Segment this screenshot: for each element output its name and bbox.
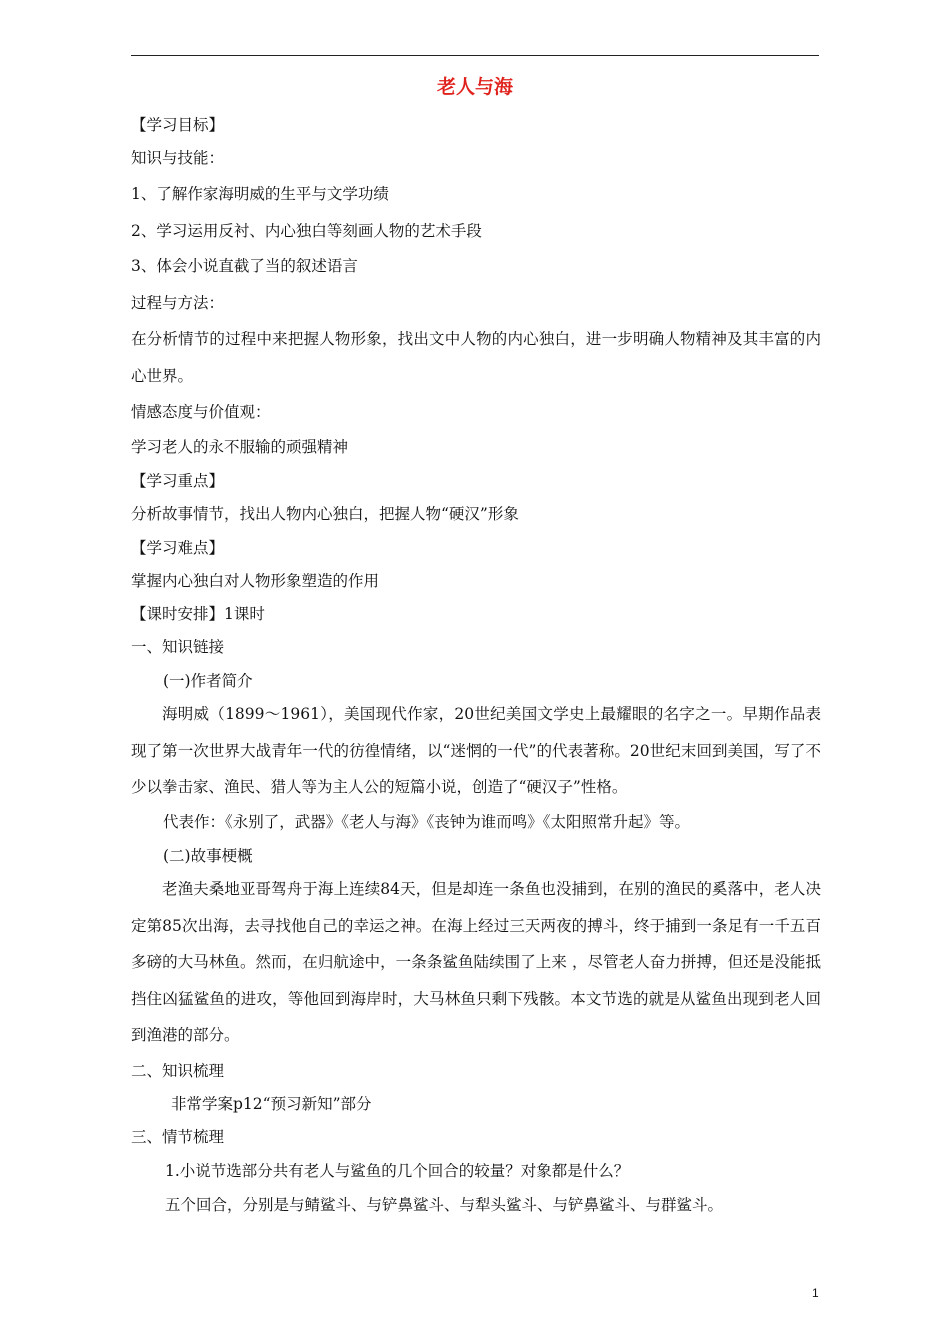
goal-item: 3、体会小说直截了当的叙述语言 <box>131 257 358 275</box>
author-subheading: (一)作者简介 <box>163 672 253 690</box>
section3-heading: 三、情节梳理 <box>131 1128 225 1146</box>
works-text: 代表作：《永别了，武器》《老人与海》《丧钟为谁而鸣》《太阳照常升起》等。 <box>163 813 691 831</box>
difficulty-text: 掌握内心独白对人物形象塑造的作用 <box>131 572 380 590</box>
goals-heading: 【学习目标】 <box>131 116 225 134</box>
page-number: 1 <box>812 1286 819 1300</box>
author-text: 海明威（1899～1961），美国现代作家，20世纪美国文学史上最耀眼的名字之一。早期作品表现了第一次世界大战青年一代的彷徨情绪，以“迷惘的一代”的代表著称。20世纪末回到美国，写了不少以拳击家、渔民、猎人等为主人公的短篇小说，创造了“硬汉子”性格。 <box>131 705 821 796</box>
key-text: 分析故事情节，找出人物内心独白，把握人物“硬汉”形象 <box>131 505 519 523</box>
difficulty-heading: 【学习难点】 <box>131 539 225 557</box>
page-title: 老人与海 <box>436 76 513 98</box>
story-subheading: (二)故事梗概 <box>163 847 253 865</box>
process-label: 过程与方法： <box>131 294 225 312</box>
goal-item: 2、学习运用反衬、内心独白等刻画人物的艺术手段 <box>131 222 482 240</box>
schedule: 【课时安排】1课时 <box>131 605 265 623</box>
process-text: 在分析情节的过程中来把握人物形象，找出文中人物的内心独白，进一步明确人物精神及其丰富的内心世界。 <box>131 330 821 385</box>
section2-text: 非常学案p12“预习新知”部分 <box>171 1095 372 1113</box>
header-rule <box>131 55 819 56</box>
plot-question: 1.小说节选部分共有老人与鲨鱼的几个回合的较量？对象都是什么？ <box>165 1162 630 1180</box>
story-text: 老渔夫桑地亚哥驾舟于海上连续84天，但是却连一条鱼也没捕到，在别的渔民的奚落中，老人决定第85次出海，去寻找他自己的幸运之神。在海上经过三天两夜的搏斗，终于捕到一条足有一千五百多磅的大马林鱼。然而，在归航途中，一条条鲨鱼陆续围了上来 ，尽管老人奋力拼搏，但还是没能抵挡住凶猛鲨鱼的进攻，等他回到海岸时，大马林鱼只剩下残骸。本文节选的就是从鲨鱼出现到老人回到渔港的部分。 <box>131 880 821 1044</box>
section1-heading: 一、知识链接 <box>131 638 225 656</box>
emotion-text: 学习老人的永不服输的顽强精神 <box>131 438 349 456</box>
knowledge-label: 知识与技能： <box>131 149 225 167</box>
section2-heading: 二、知识梳理 <box>131 1062 225 1080</box>
key-heading: 【学习重点】 <box>131 472 225 490</box>
goal-item: 1、了解作家海明威的生平与文学功绩 <box>131 185 389 203</box>
emotion-label: 情感态度与价值观： <box>131 403 271 421</box>
plot-answer: 五个回合，分别是与鲭鲨斗、与铲鼻鲨斗、与犁头鲨斗、与铲鼻鲨斗、与群鲨斗。 <box>165 1196 724 1214</box>
